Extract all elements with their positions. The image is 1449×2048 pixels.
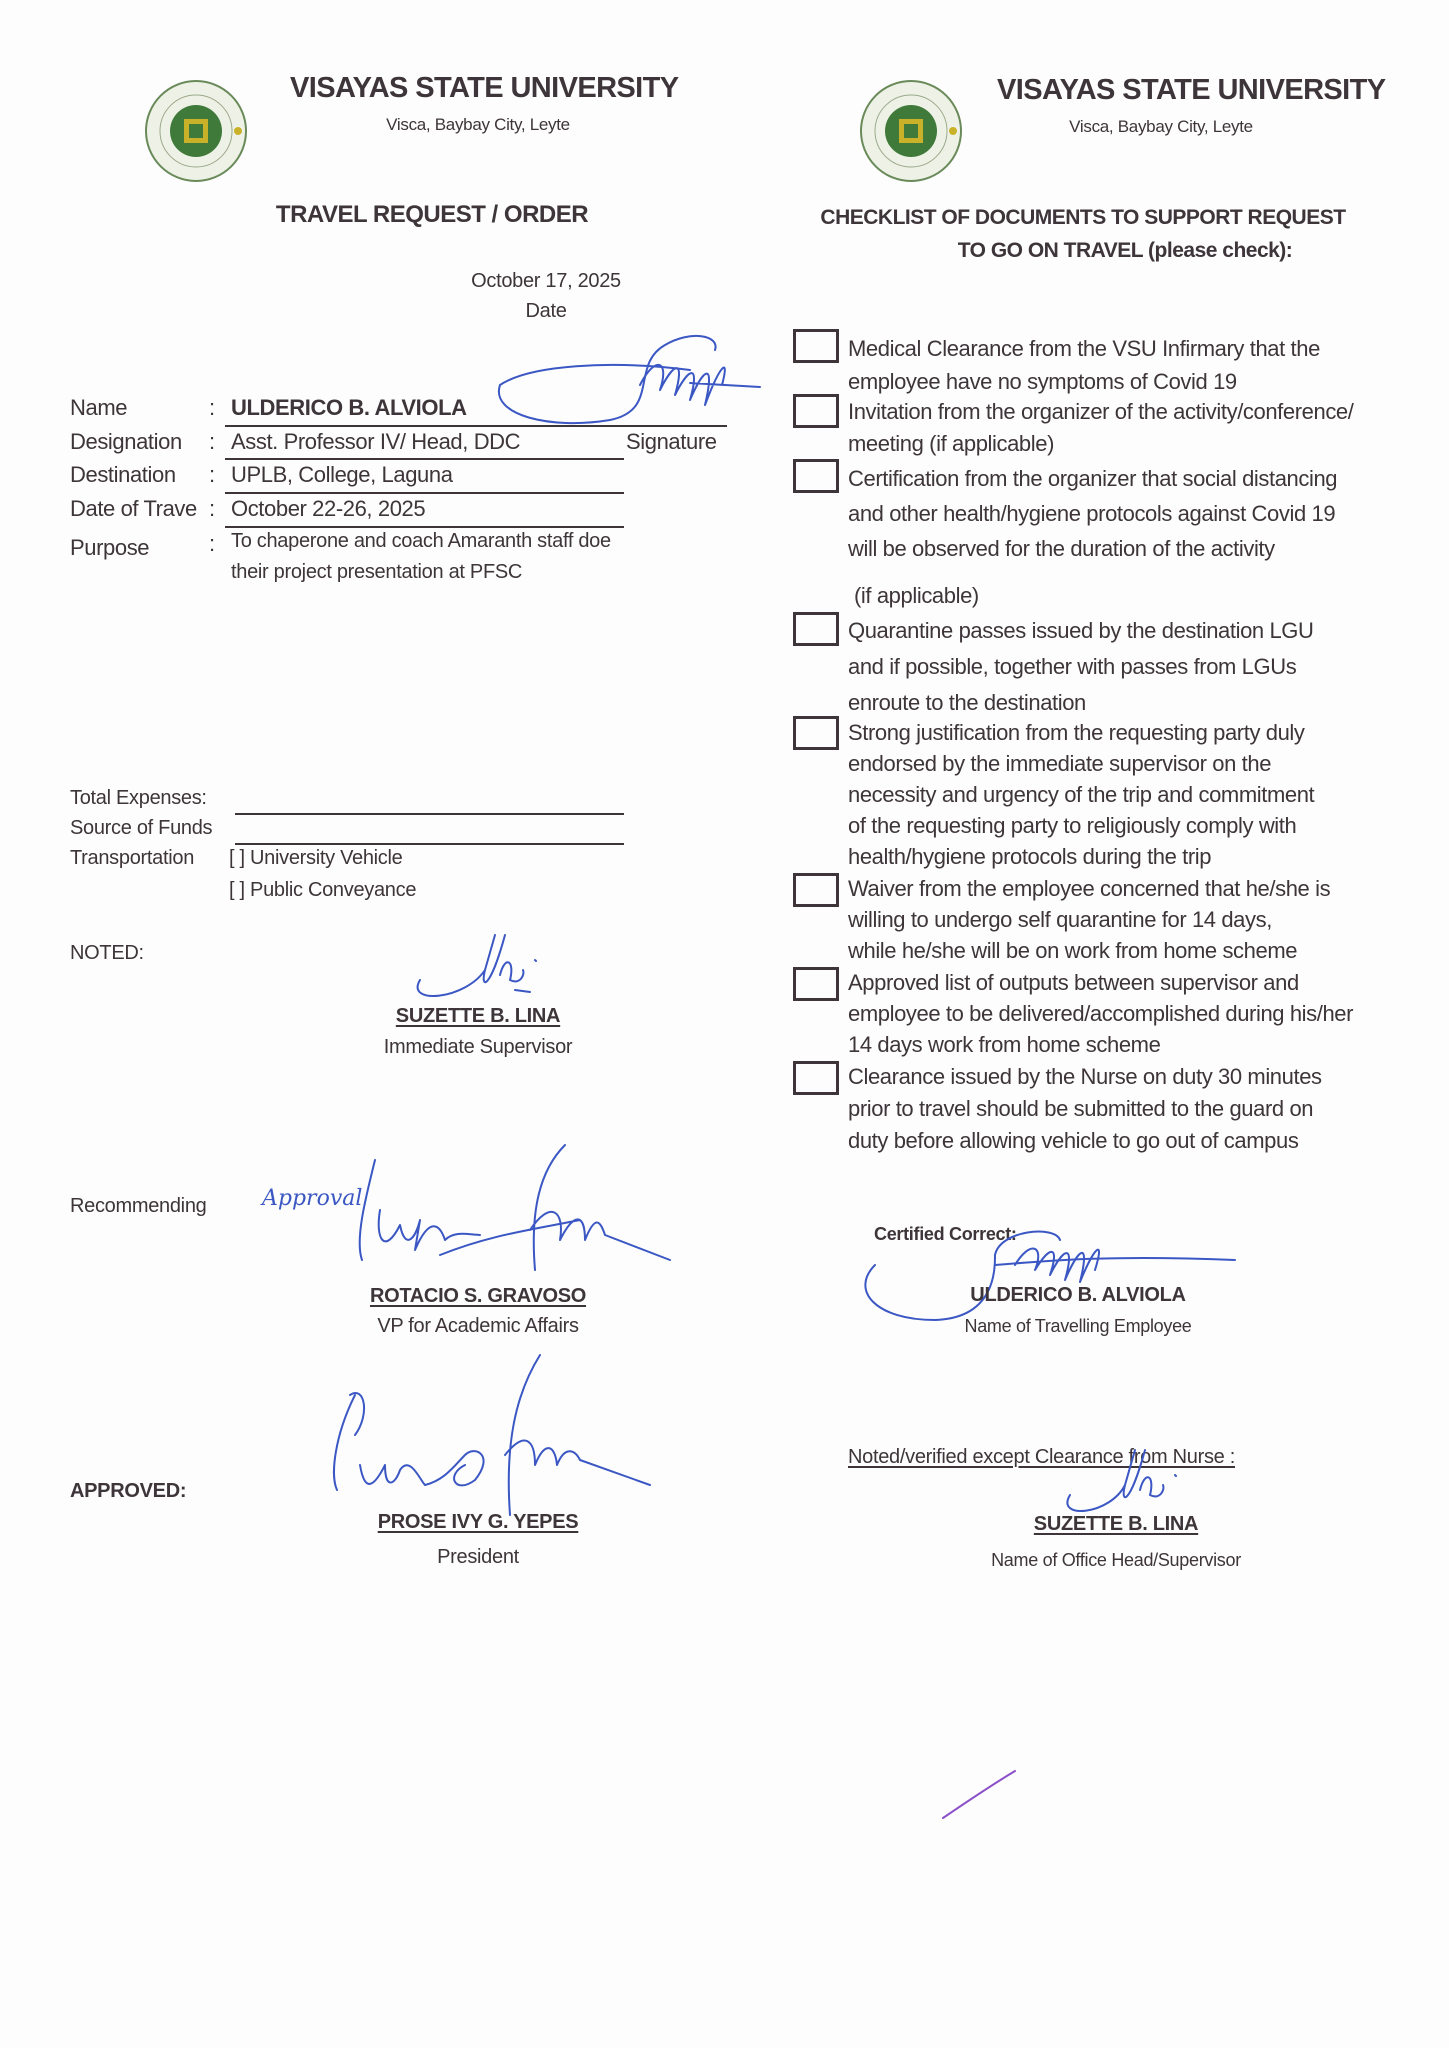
purpose-label: Purpose (70, 535, 150, 560)
source-of-funds-line[interactable] (235, 843, 624, 845)
source-of-funds-label: Source of Funds (70, 817, 213, 839)
colon: : (209, 395, 215, 420)
checklist-checkbox[interactable] (793, 612, 839, 646)
approval-handwritten: Approval (262, 1186, 363, 1211)
stray-pen-mark (940, 1768, 1020, 1823)
university-seal-logo (144, 79, 248, 183)
checklist-item: Approved list of outputs between supervisor and employee to be delivered/accomplished during his/her 14 days work from home scheme (848, 970, 1354, 1057)
transportation-label: Transportation (70, 847, 195, 869)
destination-value: UPLB, College, Laguna (231, 462, 453, 487)
supervisor-title: Immediate Supervisor (383, 1036, 573, 1058)
colon: : (209, 531, 215, 556)
public-conveyance-option[interactable]: [ ] Public Conveyance (229, 879, 417, 901)
president-name: PROSE IVY G. YEPES (377, 1511, 579, 1533)
checklist-title-line-2: TO GO ON TRAVEL (please check): (957, 239, 1293, 262)
checklist-checkbox[interactable] (793, 873, 839, 907)
checklist-checkbox[interactable] (793, 394, 839, 428)
checklist-item: Waiver from the employee concerned that he/she is willing to undergo self quarantine for 14 days, while he/she will be on work from home scheme (848, 876, 1331, 963)
checklist-item: Medical Clearance from the VSU Infirmary that the employee have no symptoms of Covid 19 (848, 336, 1320, 394)
vp-name: ROTACIO S. GRAVOSO (369, 1285, 587, 1307)
approved-label: APPROVED: (70, 1480, 187, 1502)
purpose-line-2: their project presentation at PFSC (231, 561, 523, 583)
requester-signature (490, 325, 770, 445)
checklist-checkbox[interactable] (793, 459, 839, 493)
request-date: October 17, 2025 (471, 270, 621, 292)
checklist-checkbox[interactable] (793, 967, 839, 1001)
certified-correct-label: Certified Correct: (874, 1224, 1017, 1244)
destination-underline (225, 492, 624, 494)
checklist-checkbox[interactable] (793, 716, 839, 750)
checklist-checkbox[interactable] (793, 329, 839, 363)
recommending-label: Recommending (70, 1195, 207, 1217)
designation-label: Designation (70, 429, 182, 454)
checklist-item: Clearance issued by the Nurse on duty 30 minutes prior to travel should be submitted to the guard on duty before allowing vehicle to go out of campus (848, 1064, 1322, 1153)
checklist-item: Invitation from the organizer of the activity/conference/ meeting (if applicable) (848, 399, 1354, 456)
president-title: President (437, 1546, 519, 1568)
office-head-caption: Name of Office Head/Supervisor (991, 1550, 1241, 1570)
total-expenses-label: Total Expenses: (70, 787, 207, 809)
office-head-name: SUZETTE B. LINA (1033, 1513, 1199, 1535)
checklist-title-line-1: CHECKLIST OF DOCUMENTS TO SUPPORT REQUEST (820, 206, 1346, 229)
checklist-item: Strong justification from the requesting party duly endorsed by the immediate supervisor on the necessity and urgency of the trip and commitment of the requesting party to religiously comply with health/hygiene protocols during the trip (848, 720, 1315, 869)
signature-label: Signature (626, 429, 717, 454)
name-label: Name (70, 395, 128, 420)
date-of-travel-value: October 22-26, 2025 (231, 496, 426, 521)
designation-underline (225, 458, 624, 460)
university-seal-logo (859, 79, 963, 183)
vp-signature (350, 1130, 680, 1270)
checklist-item: Quarantine passes issued by the destination LGU and if possible, together with passes from LGUs enroute to the destination (848, 618, 1314, 715)
employee-caption: Name of Travelling Employee (964, 1316, 1192, 1336)
university-address: Visca, Baybay City, Leyte (1069, 117, 1253, 136)
university-name: VISAYAS STATE UNIVERSITY (290, 72, 679, 104)
colon: : (209, 496, 215, 521)
total-expenses-line[interactable] (235, 813, 624, 815)
date-label: Date (525, 300, 567, 322)
office-head-signature (1055, 1440, 1195, 1520)
date-of-travel-label: Date of Trave (70, 496, 197, 521)
form-title: TRAVEL REQUEST / ORDER (275, 201, 589, 228)
employee-signature (855, 1210, 1245, 1330)
vp-title: VP for Academic Affairs (377, 1315, 579, 1337)
checklist-checkbox[interactable] (793, 1061, 839, 1095)
university-name: VISAYAS STATE UNIVERSITY (997, 74, 1386, 106)
designation-value: Asst. Professor IV/ Head, DDC (231, 429, 521, 454)
noted-label: NOTED: (70, 942, 144, 964)
colon: : (209, 429, 215, 454)
checklist-item: Certification from the organizer that social distancing and other health/hygiene protocols against Covid 19 will be observed for the duration of the activity (if applicable) (848, 466, 1338, 608)
president-signature (325, 1355, 665, 1525)
supervisor-signature (405, 930, 555, 1010)
purpose-line-1: To chaperone and coach Amaranth staff doe (231, 530, 611, 552)
employee-name: ULDERICO B. ALVIOLA (970, 1284, 1186, 1306)
university-vehicle-option[interactable]: [ ] University Vehicle (229, 847, 403, 869)
destination-label: Destination (70, 462, 176, 487)
date-of-travel-underline (225, 526, 624, 528)
name-value: ULDERICO B. ALVIOLA (231, 395, 467, 420)
university-address: Visca, Baybay City, Leyte (386, 115, 570, 134)
supervisor-name: SUZETTE B. LINA (395, 1005, 561, 1027)
noted-verified-label: Noted/verified except Clearance from Nurse : (848, 1446, 1235, 1468)
colon: : (209, 462, 215, 487)
